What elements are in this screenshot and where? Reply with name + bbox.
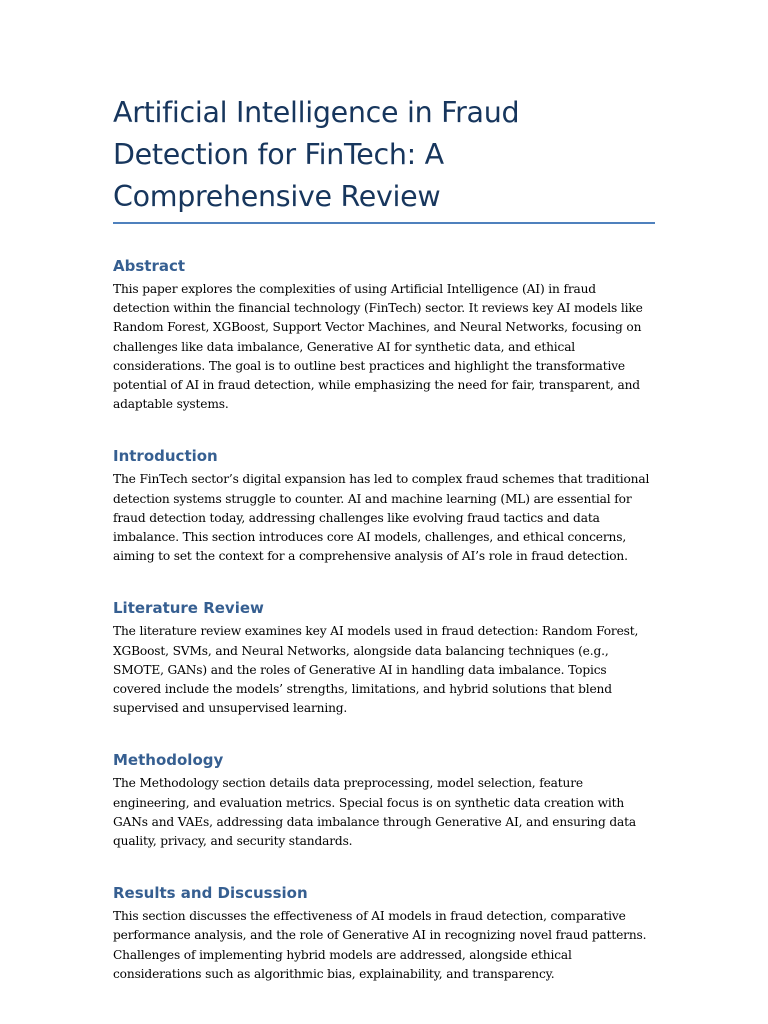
section-results-and-discussion [113,883,655,984]
document-page [113,92,655,984]
section-abstract [113,256,655,414]
section-heading: Methodology [113,751,224,770]
section-heading: Results and Discussion [113,884,308,903]
section-body: This paper explores the complexities of using Artificial Intelligence (AI) in fraud detection within the financial technology (FinTech) sector. It reviews key AI models like Random Forest, XGBoost, Support Vector Machines, and Neural Networks, focusing on challenges like data imbalance, Generative AI for synthetic data, and ethical considerations. The goal is to outline best practices and highlight the transformative potential of AI in fraud detection, while emphasizing the need for fair, transparent, and adaptable systems. [113,282,643,412]
section-heading: Literature Review [113,599,264,618]
section-heading: Introduction [113,447,218,466]
document-title: Artificial Intelligence in Fraud Detection for FinTech: A Comprehensive Review [113,96,520,213]
section-body: The FinTech sector’s digital expansion has led to complex fraud schemes that traditional detection systems struggle to counter. AI and machine learning (ML) are essential for fraud detection today, addressing challenges like evolving fraud tactics and data imbalance. This section introduces core AI models, challenges, and ethical concerns, aiming to set the context for a comprehensive analysis of AI’s role in fraud detection. [113,472,650,564]
section-introduction [113,446,655,566]
section-methodology [113,750,655,851]
section-body: The literature review examines key AI models used in fraud detection: Random Forest, XGBoost, SVMs, and Neural Networks, alongside data balancing techniques (e.g., SMOTE, GANs) and the roles of Generative AI in handling data imbalance. Topics covered include the models’ strengths, limitations, and hybrid solutions that blend supervised and unsupervised learning. [113,624,639,716]
section-literature-review [113,598,655,718]
title-divider [113,222,655,224]
section-body: This section discusses the effectiveness of AI models in fraud detection, comparative performance analysis, and the role of Generative AI in recognizing novel fraud patterns. Challenges of implementing hybrid models are addressed, alongside ethical considerations such as algorithmic bias, explainability, and transparency. [113,909,647,981]
section-body: The Methodology section details data preprocessing, model selection, feature engineering, and evaluation metrics. Special focus is on synthetic data creation with GANs and VAEs, addressing data imbalance through Generative AI, and ensuring data quality, privacy, and security standards. [113,776,636,849]
section-heading: Abstract [113,257,186,275]
